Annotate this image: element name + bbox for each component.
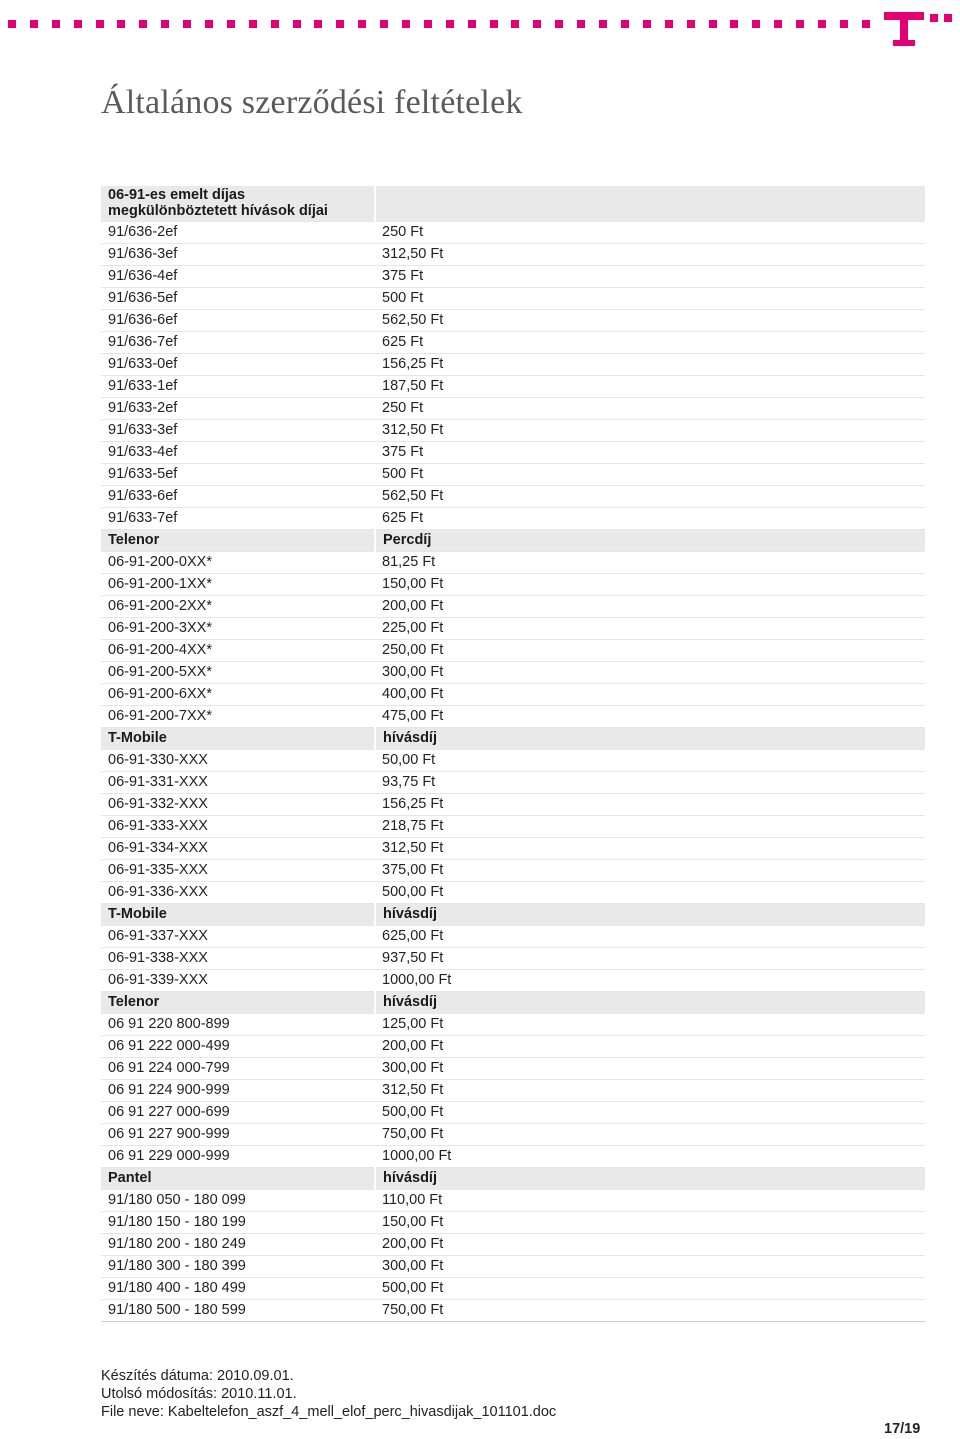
fee-value: 225,00 Ft [375, 618, 925, 640]
number-range: 06 91 229 000-999 [101, 1146, 375, 1168]
fee-type: hívásdíj [375, 904, 925, 926]
brand-dot [380, 20, 388, 28]
fee-value: 200,00 Ft [375, 1234, 925, 1256]
table-row [101, 1080, 925, 1102]
fee-value: 300,00 Ft [375, 1058, 925, 1080]
fee-type: hívásdíj [375, 1168, 925, 1190]
brand-dot [161, 20, 169, 28]
fee-value: 400,00 Ft [375, 684, 925, 706]
operator-name: T-Mobile [101, 728, 375, 750]
section-title-line: 06-91-es emelt díjas [108, 187, 246, 203]
fee-value: 500,00 Ft [375, 882, 925, 904]
fee-value: 50,00 Ft [375, 750, 925, 772]
table-row [101, 398, 925, 420]
table-row [101, 926, 925, 948]
fee-value: 250 Ft [375, 222, 925, 244]
brand-dot [687, 20, 695, 28]
operator-name: Telenor [101, 992, 375, 1014]
table-row [101, 1014, 925, 1036]
brand-dot [862, 20, 870, 28]
table-row [101, 1212, 925, 1234]
brand-dots-right [930, 14, 952, 24]
table-row [101, 772, 925, 794]
brand-dot [599, 20, 607, 28]
table-row [101, 816, 925, 838]
number-range: 06-91-337-XXX [101, 926, 375, 948]
brand-dot [752, 20, 760, 28]
fee-value: 250 Ft [375, 398, 925, 420]
number-range: 06-91-339-XXX [101, 970, 375, 992]
fee-value: 93,75 Ft [375, 772, 925, 794]
brand-dot [555, 20, 563, 28]
brand-dot [402, 20, 410, 28]
brand-dot [818, 20, 826, 28]
number-range: 91/180 300 - 180 399 [101, 1256, 375, 1278]
table-row [101, 640, 925, 662]
table-section-header [101, 992, 925, 1014]
number-range: 06 91 220 800-899 [101, 1014, 375, 1036]
brand-dot [314, 20, 322, 28]
table-row [101, 310, 925, 332]
number-range: 06-91-200-5XX* [101, 662, 375, 684]
brand-dot [774, 20, 782, 28]
page-title: Általános szerződési feltételek [101, 84, 523, 121]
table-row [101, 420, 925, 442]
brand-dot [271, 20, 279, 28]
fee-value: 300,00 Ft [375, 662, 925, 684]
fee-value: 125,00 Ft [375, 1014, 925, 1036]
brand-dot [643, 20, 651, 28]
number-range: 91/633-6ef [101, 486, 375, 508]
brand-dot [577, 20, 585, 28]
table-row [101, 750, 925, 772]
number-range: 06 91 224 000-799 [101, 1058, 375, 1080]
fee-value: 500,00 Ft [375, 1278, 925, 1300]
table-row [101, 1036, 925, 1058]
brand-dot [8, 20, 16, 28]
fee-value: 1000,00 Ft [375, 1146, 925, 1168]
fee-value: 625 Ft [375, 508, 925, 530]
brand-dot [533, 20, 541, 28]
number-range: 91/633-3ef [101, 420, 375, 442]
table-section-header [101, 904, 925, 926]
brand-dot [293, 20, 301, 28]
number-range: 06-91-336-XXX [101, 882, 375, 904]
table-row [101, 970, 925, 992]
number-range: 06-91-335-XXX [101, 860, 375, 882]
brand-dot [468, 20, 476, 28]
t-logo-icon [884, 6, 924, 48]
brand-dot [840, 20, 848, 28]
number-range: 91/633-0ef [101, 354, 375, 376]
table-row [101, 860, 925, 882]
table-row [101, 838, 925, 860]
section-title-line: megkülönböztetett hívások díjai [108, 203, 328, 219]
table-row [101, 1058, 925, 1080]
table-row [101, 684, 925, 706]
number-range: 06-91-200-7XX* [101, 706, 375, 728]
fee-value: 500 Ft [375, 464, 925, 486]
table-section-header [101, 1168, 925, 1190]
table-row [101, 486, 925, 508]
number-range: 91/636-2ef [101, 222, 375, 244]
section-value-header [375, 186, 925, 222]
fee-value: 81,25 Ft [375, 552, 925, 574]
number-range: 06-91-333-XXX [101, 816, 375, 838]
brand-dot [709, 20, 717, 28]
number-range: 91/633-2ef [101, 398, 375, 420]
fee-value: 937,50 Ft [375, 948, 925, 970]
brand-dot [730, 20, 738, 28]
brand-dot [665, 20, 673, 28]
fee-value: 156,25 Ft [375, 354, 925, 376]
brand-dot [205, 20, 213, 28]
fee-value: 500,00 Ft [375, 1102, 925, 1124]
brand-dot [424, 20, 432, 28]
brand-dot [249, 20, 257, 28]
number-range: 91/636-4ef [101, 266, 375, 288]
fee-value: 750,00 Ft [375, 1124, 925, 1146]
fee-type: hívásdíj [375, 728, 925, 750]
fee-value: 375 Ft [375, 266, 925, 288]
fee-value: 150,00 Ft [375, 574, 925, 596]
table-row [101, 464, 925, 486]
number-range: 91/633-5ef [101, 464, 375, 486]
table-section-header [101, 728, 925, 750]
fee-value: 750,00 Ft [375, 1300, 925, 1322]
table-row [101, 596, 925, 618]
brand-dot [490, 20, 498, 28]
number-range: 91/180 150 - 180 199 [101, 1212, 375, 1234]
fee-value: 200,00 Ft [375, 596, 925, 618]
fee-value: 1000,00 Ft [375, 970, 925, 992]
table-row [101, 618, 925, 640]
table-row [101, 1300, 925, 1322]
fee-value: 312,50 Ft [375, 244, 925, 266]
operator-name: Pantel [101, 1168, 375, 1190]
operator-name: T-Mobile [101, 904, 375, 926]
number-range: 91/636-5ef [101, 288, 375, 310]
number-range: 91/636-7ef [101, 332, 375, 354]
number-range: 91/636-3ef [101, 244, 375, 266]
number-range: 06 91 224 900-999 [101, 1080, 375, 1102]
brand-dot [336, 20, 344, 28]
table-row [101, 266, 925, 288]
table-row [101, 354, 925, 376]
fee-value: 375 Ft [375, 442, 925, 464]
table-row [101, 794, 925, 816]
brand-dot [227, 20, 235, 28]
table-row [101, 376, 925, 398]
brand-dot [30, 20, 38, 28]
number-range: 91/633-7ef [101, 508, 375, 530]
page-number: 17/19 [884, 1421, 921, 1437]
brand-dot [796, 20, 804, 28]
number-range: 06-91-200-3XX* [101, 618, 375, 640]
fee-value: 625,00 Ft [375, 926, 925, 948]
table-row [101, 574, 925, 596]
footer-filename: File neve: Kabeltelefon_aszf_4_mell_elof_perc_hivasdijak_101101.doc [101, 1404, 557, 1420]
brand-dot [117, 20, 125, 28]
table-row [101, 288, 925, 310]
number-range: 06-91-330-XXX [101, 750, 375, 772]
table-row [101, 442, 925, 464]
table-row [101, 1102, 925, 1124]
table-section-header [101, 186, 925, 222]
fee-value: 156,25 Ft [375, 794, 925, 816]
fee-value: 187,50 Ft [375, 376, 925, 398]
table-row [101, 508, 925, 530]
fee-type: hívásdíj [375, 992, 925, 1014]
number-range: 06-91-334-XXX [101, 838, 375, 860]
number-range: 06-91-200-1XX* [101, 574, 375, 596]
brand-dot [183, 20, 191, 28]
number-range: 06-91-331-XXX [101, 772, 375, 794]
fee-value: 312,50 Ft [375, 838, 925, 860]
table-row [101, 222, 925, 244]
operator-name: Telenor [101, 530, 375, 552]
footer [101, 1367, 556, 1421]
fee-value: 375,00 Ft [375, 860, 925, 882]
fee-value: 625 Ft [375, 332, 925, 354]
footer-modified-date: Utolsó módosítás: 2010.11.01. [101, 1386, 297, 1402]
number-range: 06 91 227 000-699 [101, 1102, 375, 1124]
fee-value: 500 Ft [375, 288, 925, 310]
fee-value: 312,50 Ft [375, 1080, 925, 1102]
brand-dot [358, 20, 366, 28]
fee-value: 300,00 Ft [375, 1256, 925, 1278]
table-row [101, 332, 925, 354]
table-section-header [101, 530, 925, 552]
number-range: 06-91-338-XXX [101, 948, 375, 970]
fee-value: 218,75 Ft [375, 816, 925, 838]
number-range: 91/636-6ef [101, 310, 375, 332]
section-title [101, 186, 375, 222]
table-row [101, 948, 925, 970]
table-row [101, 882, 925, 904]
brand-dot [139, 20, 147, 28]
table-row [101, 1234, 925, 1256]
table-row [101, 1190, 925, 1212]
fee-value: 150,00 Ft [375, 1212, 925, 1234]
number-range: 06-91-332-XXX [101, 794, 375, 816]
number-range: 06-91-200-0XX* [101, 552, 375, 574]
number-range: 06 91 222 000-499 [101, 1036, 375, 1058]
fee-value: 562,50 Ft [375, 486, 925, 508]
brand-dot [621, 20, 629, 28]
number-range: 91/633-1ef [101, 376, 375, 398]
number-range: 06 91 227 900-999 [101, 1124, 375, 1146]
footer-created-date: Készítés dátuma: 2010.09.01. [101, 1368, 294, 1384]
fee-type: Percdíj [375, 530, 925, 552]
number-range: 91/180 500 - 180 599 [101, 1300, 375, 1322]
brand-dot-strip [8, 14, 870, 34]
brand-dot [74, 20, 82, 28]
table-row [101, 1278, 925, 1300]
table-row [101, 552, 925, 574]
number-range: 06-91-200-4XX* [101, 640, 375, 662]
brand-dot [52, 20, 60, 28]
number-range: 91/633-4ef [101, 442, 375, 464]
fee-value: 312,50 Ft [375, 420, 925, 442]
table-row [101, 706, 925, 728]
table-row [101, 662, 925, 684]
number-range: 91/180 200 - 180 249 [101, 1234, 375, 1256]
brand-dot [511, 20, 519, 28]
fee-value: 200,00 Ft [375, 1036, 925, 1058]
number-range: 91/180 400 - 180 499 [101, 1278, 375, 1300]
fee-value: 562,50 Ft [375, 310, 925, 332]
fee-value: 475,00 Ft [375, 706, 925, 728]
table-row [101, 1256, 925, 1278]
table-row [101, 244, 925, 266]
rates-table [101, 186, 925, 1322]
brand-dot [96, 20, 104, 28]
table-row [101, 1124, 925, 1146]
fee-value: 110,00 Ft [375, 1190, 925, 1212]
number-range: 91/180 050 - 180 099 [101, 1190, 375, 1212]
brand-dot [446, 20, 454, 28]
number-range: 06-91-200-6XX* [101, 684, 375, 706]
table-row [101, 1146, 925, 1168]
fee-value: 250,00 Ft [375, 640, 925, 662]
number-range: 06-91-200-2XX* [101, 596, 375, 618]
